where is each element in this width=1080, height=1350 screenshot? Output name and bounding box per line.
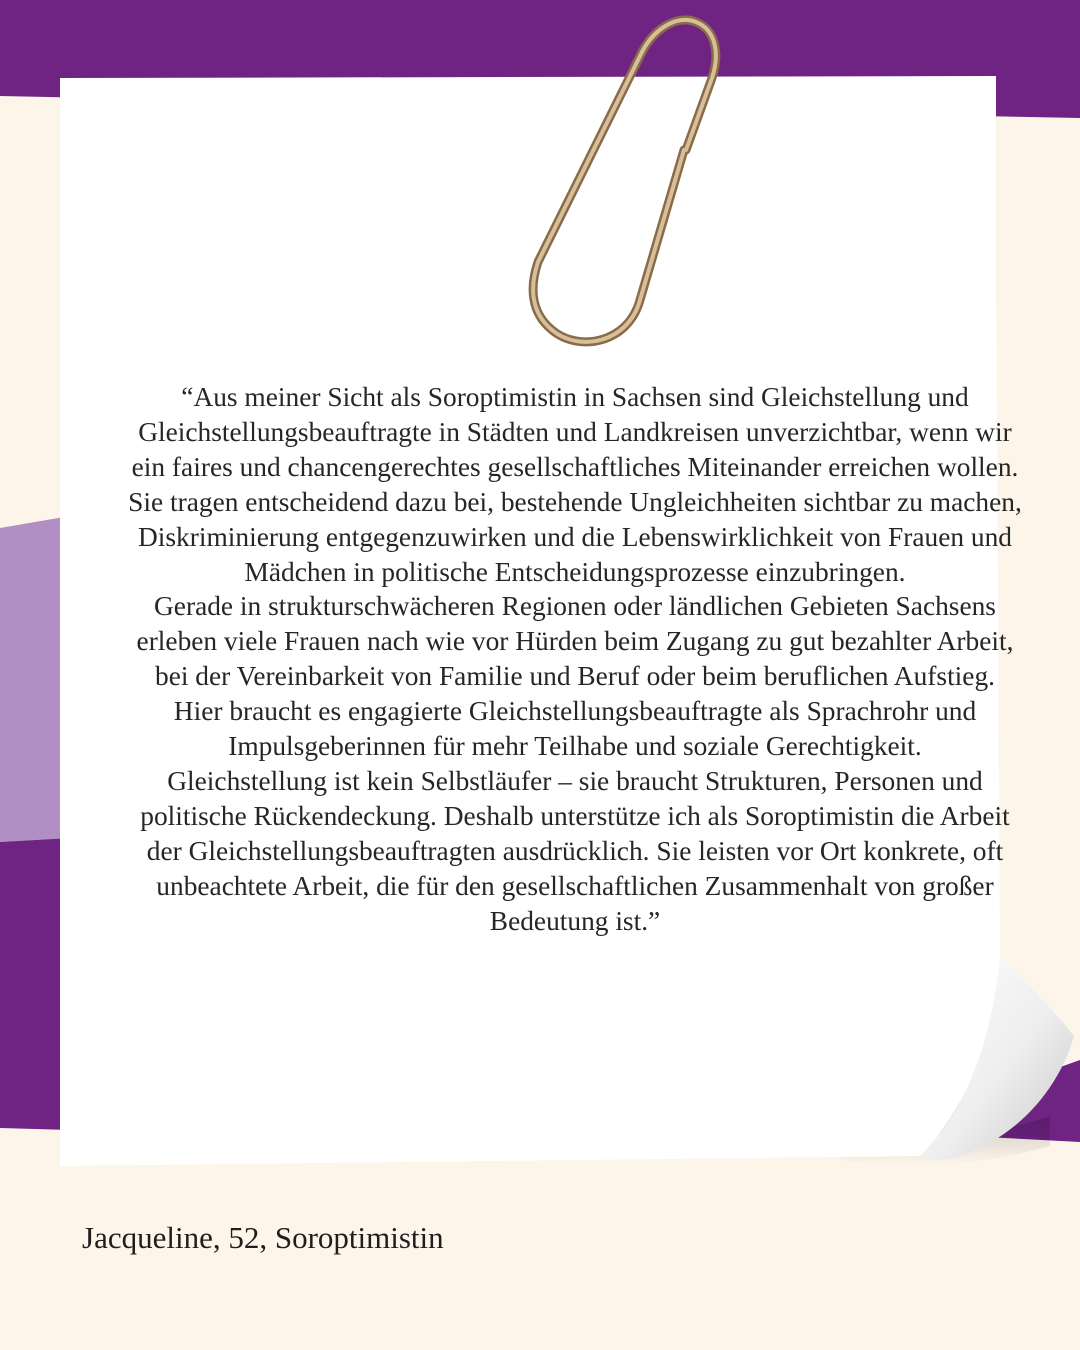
quote-paragraph-3: Gleichstellung ist kein Selbstläufer – sie braucht Strukturen, Personen und politische Rückendeckung. Deshalb unterstütze ich als Soroptimistin die Arbeit der Gleichstellungsbeauftragten ausdrücklich. Sie leisten vor Ort konkrete, oft unbeachtete Arbeit, die für den gesellschaftlichen Zusammenhalt von großer Bedeutung ist.” [140,765,1010,936]
signature: Jacqueline, 52, Soroptimistin [82,1220,444,1255]
quote-paragraph-2: Gerade in strukturschwächeren Regionen oder ländlichen Gebieten Sachsens erleben viele Frauen nach wie vor Hürden beim Zugang zu gut bezahlter Arbeit, bei der Vereinbarkeit von Familie und Beruf oder beim beruflichen Aufstieg. Hier braucht es engagierte Gleichstellungsbeauftragte als Sprachrohr und Impulsgeberinnen für mehr Teilhabe und soziale Gerechtigkeit. [136,591,1014,762]
quote-paragraph-1: “Aus meiner Sicht als Soroptimistin in Sachsen sind Gleichstellung und Gleichstellungsbeauftragte in Städten und Landkreisen unverzichtbar, wenn wir ein faires und chancengerechtes gesellschaftliches Miteinander erreichen wollen. Sie tragen entscheidend dazu bei, bestehende Ungleichheiten sichtbar zu machen, Diskriminierung entgegenzuwirken und die Lebenswirklichkeit von Frauen und Mädchen in politische Entscheidungsprozesse einzubringen. [128,382,1022,587]
quote-text [128,380,1022,939]
paperclip-icon [500,0,740,380]
